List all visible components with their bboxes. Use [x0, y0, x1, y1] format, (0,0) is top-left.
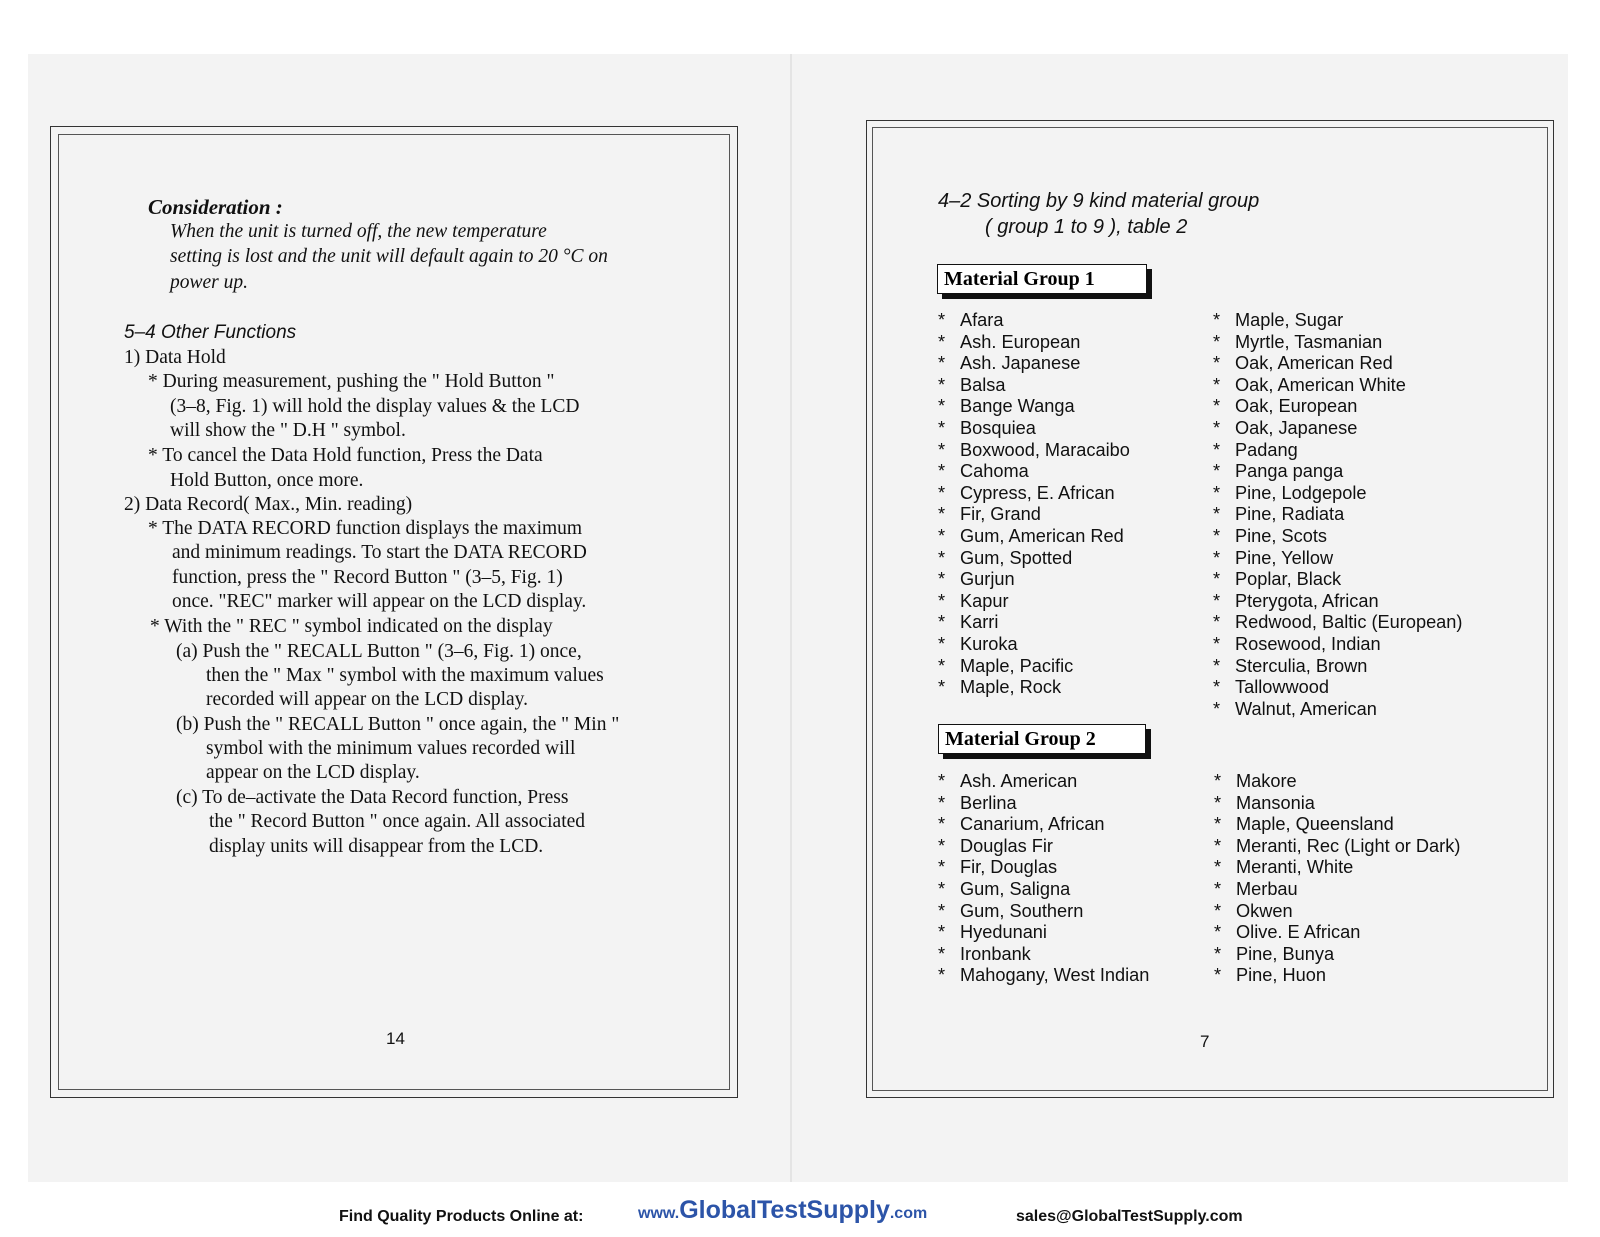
body-line: and minimum readings. To start the DATA RECORD — [172, 542, 587, 563]
list-item: * Padang — [1213, 439, 1298, 460]
body-line: (b) Push the " RECALL Button " once again, the " Min " — [176, 714, 620, 735]
url-com: .com — [889, 1205, 928, 1222]
list-item: * Gum, American Red — [938, 525, 1124, 546]
list-item: * Maple, Pacific — [938, 655, 1074, 676]
list-item: * Mahogany, West Indian — [938, 965, 1150, 986]
body-line: then the " Max " symbol with the maximum values — [206, 665, 604, 686]
consideration-line: setting is lost and the unit will default again to 20 °C on — [170, 246, 608, 267]
list-item: * Pine, Yellow — [1213, 547, 1334, 568]
group2-list-col1 — [938, 771, 1149, 987]
body-line: appear on the LCD display. — [206, 762, 420, 783]
list-item: * Gum, Spotted — [938, 547, 1073, 568]
list-item: * Maple, Sugar — [1213, 310, 1344, 330]
list-item: * Oak, American Red — [1213, 353, 1393, 374]
section-heading: 4–2 Sorting by 9 kind material group — [938, 190, 1260, 212]
body-line: * With the " REC " symbol indicated on the display — [150, 616, 553, 637]
list-item: * Bange Wanga — [938, 396, 1075, 417]
consideration-heading: Consideration : — [148, 195, 283, 219]
list-item: * Fir, Grand — [938, 504, 1041, 525]
list-item: * Gum, Southern — [938, 900, 1084, 921]
center-fold — [790, 54, 792, 1182]
list-item: * Pine, Bunya — [1214, 943, 1335, 964]
list-item: * Afara — [938, 310, 1004, 330]
body-line: 2) Data Record( Max., Min. reading) — [124, 494, 413, 515]
url-www: www. — [638, 1205, 680, 1222]
footer-url-link[interactable] — [638, 1196, 927, 1225]
list-item: * Pine, Huon — [1214, 965, 1326, 986]
body-line: * To cancel the Data Hold function, Press the Data — [148, 445, 543, 466]
section-heading: 5–4 Other Functions — [124, 322, 297, 343]
list-item: * Sterculia, Brown — [1213, 655, 1368, 676]
list-item: * Gurjun — [938, 569, 1015, 590]
list-item: * Ash. Japanese — [938, 353, 1081, 374]
list-item: * Boxwood, Maracaibo — [938, 439, 1130, 460]
page-number-left: 14 — [386, 1029, 405, 1048]
section-subheading: ( group 1 to 9 ), table 2 — [985, 216, 1188, 238]
body-line: (a) Push the " RECALL Button " (3–6, Fig. 1) once, — [176, 641, 582, 662]
list-item: * Rosewood, Indian — [1213, 633, 1381, 654]
body-line: once. "REC" marker will appear on the LCD display. — [172, 591, 587, 612]
list-item: * Cahoma — [938, 461, 1029, 482]
list-item: * Pine, Radiata — [1213, 504, 1345, 525]
list-item: * Pine, Scots — [1213, 525, 1327, 546]
body-line: recorded will appear on the LCD display. — [206, 689, 529, 710]
body-line: * The DATA RECORD function displays the maximum — [148, 518, 583, 539]
list-item: * Berlina — [938, 792, 1017, 813]
material-group-2-title: Material Group 2 — [938, 724, 1146, 754]
material-group-1-title: Material Group 1 — [937, 264, 1147, 294]
list-item: * Oak, Japanese — [1213, 417, 1358, 438]
list-item: * Myrtle, Tasmanian — [1213, 331, 1383, 352]
page-number-right: 7 — [1200, 1032, 1210, 1051]
body-line: the " Record Button " once again. All associated — [209, 811, 586, 832]
list-item: * Meranti, White — [1214, 857, 1354, 878]
list-item: * Ash. American — [938, 771, 1078, 791]
list-item: * Redwood, Baltic (European) — [1213, 612, 1463, 633]
body-line: (c) To de–activate the Data Record function, Press — [176, 787, 569, 808]
list-item: * Makore — [1214, 771, 1297, 791]
list-item: * Maple, Queensland — [1214, 814, 1394, 835]
list-item: * Canarium, African — [938, 814, 1105, 835]
list-item: * Pine, Lodgepole — [1213, 482, 1367, 503]
list-item: * Karri — [938, 612, 999, 633]
body-line: 1) Data Hold — [124, 347, 226, 368]
list-item: * Panga panga — [1213, 461, 1344, 482]
list-item: * Pterygota, African — [1213, 590, 1379, 611]
body-line: display units will disappear from the LCD. — [209, 836, 544, 857]
list-item: * Fir, Douglas — [938, 857, 1058, 878]
group1-list-col1 — [938, 310, 1130, 699]
list-item: * Kapur — [938, 590, 1009, 611]
list-item: * Mansonia — [1214, 792, 1315, 813]
body-line: (3–8, Fig. 1) will hold the display values & the LCD — [170, 396, 580, 417]
body-line: function, press the " Record Button " (3–5, Fig. 1) — [172, 567, 563, 588]
group1-list-col2 — [1213, 310, 1462, 720]
list-item: * Douglas Fir — [938, 835, 1053, 856]
url-brand: GlobalTestSupply — [679, 1196, 890, 1224]
list-item: * Kuroka — [938, 633, 1018, 654]
list-item: * Okwen — [1214, 900, 1293, 921]
consideration-line: power up. — [170, 272, 248, 293]
footer-find-label: Find Quality Products Online at: — [339, 1208, 584, 1225]
list-item: * Oak, European — [1213, 396, 1358, 417]
list-item: * Cypress, E. African — [938, 482, 1115, 503]
list-item: * Poplar, Black — [1213, 569, 1342, 590]
list-item: * Tallowwood — [1213, 677, 1330, 698]
list-item: * Maple, Rock — [938, 677, 1062, 698]
body-line: will show the " D.H " symbol. — [170, 420, 406, 441]
list-item: * Balsa — [938, 374, 1006, 395]
list-item: * Meranti, Rec (Light or Dark) — [1214, 835, 1461, 856]
consideration-line: When the unit is turned off, the new temperature — [170, 221, 547, 242]
list-item: * Olive. E African — [1214, 922, 1361, 943]
body-line: * During measurement, pushing the " Hold Button " — [148, 371, 555, 392]
body-line: Hold Button, once more. — [170, 470, 364, 491]
body-line: symbol with the minimum values recorded will — [206, 738, 576, 759]
list-item: * Gum, Saligna — [938, 878, 1071, 899]
list-item: * Ironbank — [938, 943, 1031, 964]
list-item: * Merbau — [1214, 878, 1298, 899]
list-item: * Bosquiea — [938, 417, 1036, 438]
footer-email-link[interactable]: sales@GlobalTestSupply.com — [1016, 1208, 1243, 1225]
list-item: * Hyedunani — [938, 922, 1047, 943]
list-item: * Oak, American White — [1213, 374, 1406, 395]
list-item: * Walnut, American — [1213, 698, 1377, 719]
list-item: * Ash. European — [938, 331, 1081, 352]
group2-list-col2 — [1214, 771, 1460, 987]
